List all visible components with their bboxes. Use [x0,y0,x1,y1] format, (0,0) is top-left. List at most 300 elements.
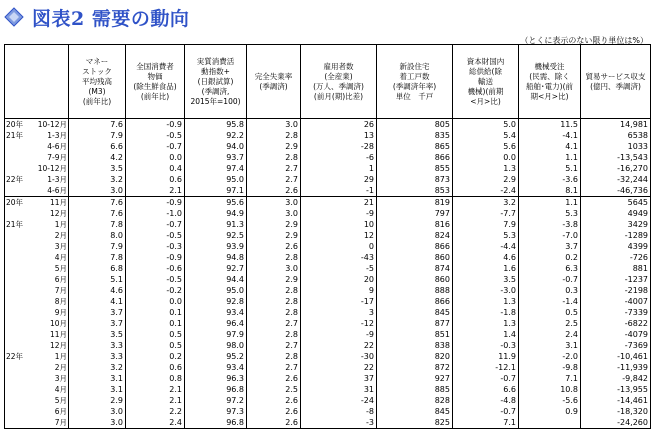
table-cell: 4.1 [69,296,126,307]
year-label [6,185,28,196]
table-cell: 94.0 [185,141,247,152]
table-cell: 96.4 [185,318,247,329]
period-cell [5,373,69,384]
table-cell: -14,461 [581,395,651,406]
table-cell: 92.7 [185,263,247,274]
table-cell: -11,939 [581,362,651,373]
table-cell: 0.2 [519,252,581,263]
table-cell: 927 [377,373,453,384]
table-cell: -12.1 [453,362,519,373]
table-cell: 3.2 [453,197,519,209]
table-cell: 5.4 [453,130,519,141]
table-cell: 7.1 [453,417,519,429]
table-cell: 3 [301,307,377,318]
table-cell: -4.4 [453,241,519,252]
table-row [5,141,651,152]
table-cell: 1.3 [453,318,519,329]
table-cell: -1237 [581,274,651,285]
table-cell: 797 [377,208,453,219]
table-cell: 96.3 [185,373,247,384]
title-bar [4,3,189,31]
column-header: マネー ストック 平均残高 (M3) (前年比) [69,45,126,119]
table-cell: 1.4 [453,329,519,340]
table-cell: 0.1 [126,307,185,318]
table-cell: -0.7 [126,219,185,230]
year-label [6,340,28,351]
table-cell: -9 [301,329,377,340]
column-header: 新設住宅 着工戸数 (季調済年率) 単位 千戸 [377,45,453,119]
table-cell: 2.6 [247,185,301,197]
table-row [5,263,651,274]
table-body [5,119,651,429]
period-cell [5,406,69,417]
table-cell: -1.8 [453,307,519,318]
year-label [6,296,28,307]
table-cell: 7.8 [69,219,126,230]
table-cell: 2.8 [247,296,301,307]
period-label: 7月 [54,286,67,295]
table-cell: 31 [301,384,377,395]
table-cell: 1.1 [519,152,581,163]
table-cell: 6.6 [453,384,519,395]
year-label [6,152,28,163]
table-cell: 0.1 [126,318,185,329]
table-cell: 29 [301,174,377,185]
table-cell: -7339 [581,307,651,318]
table-cell: -46,736 [581,185,651,197]
table-cell: 2.6 [247,417,301,429]
table-cell: 2.7 [247,318,301,329]
table-cell: 4.1 [519,141,581,152]
period-cell [5,384,69,395]
table-cell: 97.3 [185,406,247,417]
table-cell: 5.0 [453,119,519,131]
table-cell: 14,981 [581,119,651,131]
table-cell: 3.3 [69,351,126,362]
table-cell: 0.4 [126,163,185,174]
table-cell: 0.5 [126,340,185,351]
period-label: 1月 [54,220,67,229]
table-row [5,219,651,230]
table-cell: 0.6 [126,362,185,373]
table-cell: 0 [301,241,377,252]
period-label: 1月 [54,352,67,361]
table-cell: -0.2 [126,285,185,296]
table-cell: 93.7 [185,152,247,163]
period-cell [5,119,69,131]
column-header: 完全失業率 (季調済) [247,45,301,119]
column-header: 機械受注 (民需、除く 船舶･電力)(前 期<月>比) [519,45,581,119]
period-cell [5,185,69,197]
table-cell: -726 [581,252,651,263]
table-cell: -0.6 [126,263,185,274]
table-cell: 93.9 [185,241,247,252]
table-cell: -0.5 [126,130,185,141]
table-cell: -0.5 [126,230,185,241]
column-header: 全国消費者 物価 (除生鮮食品) (前年比) [126,45,185,119]
year-label: 21年 [6,220,24,229]
table-cell: 92.5 [185,230,247,241]
table-cell: 4.6 [453,252,519,263]
period-cell [5,417,69,429]
period-cell [5,152,69,163]
table-cell: 96.8 [185,384,247,395]
period-label: 11月 [49,198,67,207]
table-cell: 26 [301,119,377,131]
table-cell: 3.0 [69,406,126,417]
table-cell: 845 [377,307,453,318]
table-cell: 835 [377,130,453,141]
table-cell: 2.9 [247,230,301,241]
period-cell [5,163,69,174]
period-cell [5,130,69,141]
year-label [6,373,28,384]
table-cell: -13,955 [581,384,651,395]
period-label: 10-12月 [37,164,67,173]
table-cell: -9.8 [519,362,581,373]
table-cell: 2.7 [247,362,301,373]
table-cell: -7369 [581,340,651,351]
column-header: 実質消費活 動指数+ (日銀試算) (季調済, 2015年=100) [185,45,247,119]
table-cell: 3.0 [247,197,301,209]
table-cell: 853 [377,185,453,197]
table-cell: 97.2 [185,395,247,406]
table-cell: 0.5 [126,329,185,340]
table-cell: 888 [377,285,453,296]
table-row [5,119,651,131]
units-note: （とくに表示のない限り単位は%） [520,36,648,45]
period-label: 3月 [54,242,67,251]
year-label [6,208,28,219]
table-cell: -17 [301,296,377,307]
table-cell: 7.8 [69,252,126,263]
period-label: 5月 [54,264,67,273]
table-cell: 2.4 [126,417,185,429]
table-cell: -0.3 [453,340,519,351]
period-cell [5,241,69,252]
table-cell: 3.7 [69,307,126,318]
table-cell: 3.7 [69,318,126,329]
year-label [6,406,28,417]
table-row [5,406,651,417]
table-cell: 3.0 [247,263,301,274]
table-cell: 13 [301,130,377,141]
table-cell: 7.6 [69,119,126,131]
table-cell: 3.2 [69,362,126,373]
table-cell: -43 [301,252,377,263]
period-label: 7月 [54,418,67,427]
table-cell: -7.7 [453,208,519,219]
period-cell [5,340,69,351]
table-cell: 5.3 [519,208,581,219]
table-cell: -1289 [581,230,651,241]
table-cell: 5.3 [453,230,519,241]
table-cell: 96.8 [185,417,247,429]
table-cell: 825 [377,417,453,429]
table-row [5,351,651,362]
period-label: 11月 [49,330,67,339]
period-label: 6月 [54,275,67,284]
period-label: 12月 [49,209,67,218]
table-cell: 838 [377,340,453,351]
table-row [5,241,651,252]
table-cell: 2.8 [247,351,301,362]
table-row [5,152,651,163]
table-cell: 2.9 [247,274,301,285]
table-cell: 94.8 [185,252,247,263]
table-cell: 4949 [581,208,651,219]
table-cell: 0.8 [126,373,185,384]
table-cell: 5.6 [453,141,519,152]
table-cell: -1 [301,185,377,197]
table-cell: 2.1 [126,395,185,406]
period-label: 4-6月 [47,142,67,151]
header-row [5,45,651,119]
table-cell: 2.6 [247,406,301,417]
table-cell: -2198 [581,285,651,296]
table-cell: 12 [301,230,377,241]
year-label [6,263,28,274]
table-cell: 855 [377,163,453,174]
table-cell: 11.5 [519,119,581,131]
table-cell: -16,270 [581,163,651,174]
table-cell: 3.1 [519,340,581,351]
table-cell: 1.1 [519,197,581,209]
table-cell: 3.5 [69,163,126,174]
year-label [6,318,28,329]
period-label: 10月 [49,319,67,328]
table-cell: -3.8 [519,219,581,230]
period-label: 7-9月 [47,153,67,162]
period-label: 5月 [54,396,67,405]
table-cell: -30 [301,351,377,362]
table-cell: 97.4 [185,163,247,174]
table-cell: 3429 [581,219,651,230]
table-cell: 851 [377,329,453,340]
table-cell: 0.0 [453,152,519,163]
table-cell: -0.9 [126,119,185,131]
page-title: 図表2 需要の動向 [32,7,190,30]
table-row [5,329,651,340]
table-cell: 7.9 [69,130,126,141]
table-cell: 2.9 [69,395,126,406]
table-cell: -5.6 [519,395,581,406]
table-cell: -4.8 [453,395,519,406]
period-label: 8月 [54,297,67,306]
period-label: 1-3月 [47,131,67,140]
table-cell: -3.6 [519,174,581,185]
table-cell: 7.9 [69,241,126,252]
table-cell: 11.9 [453,351,519,362]
period-label: 2月 [54,231,67,240]
table-cell: 2.9 [247,141,301,152]
table-cell: 2.9 [453,174,519,185]
year-label [6,417,28,428]
period-cell [5,219,69,230]
year-label [6,163,28,174]
table-cell: 2.8 [247,252,301,263]
table-row [5,274,651,285]
table-row [5,208,651,219]
table-cell: 95.2 [185,351,247,362]
table-cell: 7.6 [69,197,126,209]
table-cell: 0.2 [126,351,185,362]
table-cell: 6.6 [69,141,126,152]
table-cell: 4.2 [69,152,126,163]
table-cell: 10 [301,219,377,230]
period-cell [5,141,69,152]
period-label: 6月 [54,407,67,416]
table-cell: 3.0 [247,119,301,131]
year-label [6,395,28,406]
table-cell: 3.5 [453,274,519,285]
period-label: 10-12月 [37,120,67,129]
table-cell: -0.7 [519,274,581,285]
table-cell: 7.1 [519,373,581,384]
table-cell: 4.6 [69,285,126,296]
table-cell: 824 [377,230,453,241]
table-cell: 93.4 [185,307,247,318]
year-label [6,285,28,296]
table-cell: -0.5 [126,274,185,285]
table-cell: 866 [377,296,453,307]
table-cell: 2.1 [126,185,185,197]
table-cell: 5645 [581,197,651,209]
table-cell: 7.9 [453,219,519,230]
table-cell: -24 [301,395,377,406]
table-row [5,373,651,384]
period-label: 9月 [54,308,67,317]
table-cell: 845 [377,406,453,417]
table-cell: 873 [377,174,453,185]
table-cell: 2.7 [247,340,301,351]
table-cell: 5.1 [69,274,126,285]
period-cell [5,307,69,318]
table-cell: -4079 [581,329,651,340]
table-cell: 22 [301,340,377,351]
year-label: 20年 [6,120,24,129]
table-row [5,163,651,174]
table-cell: 97.1 [185,185,247,197]
table-cell: -6822 [581,318,651,329]
table-cell: 8.0 [69,230,126,241]
table-row [5,130,651,141]
table-cell: 3.0 [69,417,126,429]
table-cell: 2.1 [126,384,185,395]
table-cell: 1.3 [453,163,519,174]
table-row [5,252,651,263]
table-cell: 95.8 [185,119,247,131]
table-cell: 2.9 [247,219,301,230]
period-cell [5,285,69,296]
table-row [5,340,651,351]
table-cell: 3.2 [69,174,126,185]
table-cell: 95.0 [185,285,247,296]
table-cell: 865 [377,141,453,152]
table-cell: -9,842 [581,373,651,384]
period-cell [5,263,69,274]
table-cell: -4.1 [519,130,581,141]
table-cell: 37 [301,373,377,384]
table-cell: -5 [301,263,377,274]
period-label: 4-6月 [47,186,67,195]
period-cell [5,252,69,263]
table-row [5,384,651,395]
table-cell: 874 [377,263,453,274]
demand-trends-table [4,44,651,429]
table-cell: 0.0 [126,296,185,307]
period-cell [5,395,69,406]
table-cell: 1033 [581,141,651,152]
column-header [5,45,69,119]
table-cell: 2.7 [247,163,301,174]
table-cell: -8 [301,406,377,417]
table-cell: 2.2 [126,406,185,417]
period-label: 4月 [54,253,67,262]
table-cell: 21 [301,197,377,209]
table-cell: -0.9 [126,197,185,209]
period-cell [5,230,69,241]
table-cell: -9 [301,208,377,219]
table-cell: 2.8 [247,285,301,296]
year-label [6,241,28,252]
year-label [6,329,28,340]
table-cell: 0.6 [126,174,185,185]
period-label: 12月 [49,341,67,350]
table-cell [519,417,581,429]
table-cell: 2.5 [247,384,301,395]
year-label: 20年 [6,198,24,207]
year-label [6,362,28,373]
table-cell: 819 [377,197,453,209]
table-cell: -13,543 [581,152,651,163]
table-row [5,307,651,318]
table-cell: 6.8 [69,263,126,274]
table-cell: 2.8 [247,152,301,163]
table-cell: -0.7 [126,141,185,152]
table-cell: -0.7 [453,406,519,417]
table-cell: -18,320 [581,406,651,417]
table-cell: 3.1 [69,384,126,395]
table-cell: 2.8 [247,130,301,141]
period-label: 2月 [54,363,67,372]
table-cell: 94.4 [185,274,247,285]
table-cell: 885 [377,384,453,395]
period-cell [5,197,69,209]
year-label [6,230,28,241]
table-cell: -0.7 [453,373,519,384]
table-cell: 95.6 [185,197,247,209]
table-row [5,362,651,373]
table-row [5,230,651,241]
table-cell: 0.3 [519,285,581,296]
year-label [6,141,28,152]
table-cell: 94.9 [185,208,247,219]
table-cell: 22 [301,362,377,373]
table-cell: 816 [377,219,453,230]
period-label: 4月 [54,385,67,394]
table-cell: 3.0 [247,208,301,219]
table-row [5,417,651,429]
table-cell: -1.0 [126,208,185,219]
table-cell: -24,260 [581,417,651,429]
year-label [6,384,28,395]
table-cell: 95.0 [185,174,247,185]
table-cell: -10,461 [581,351,651,362]
table-cell: 3.0 [69,185,126,197]
table-cell: 8.1 [519,185,581,197]
year-label: 21年 [6,131,24,140]
